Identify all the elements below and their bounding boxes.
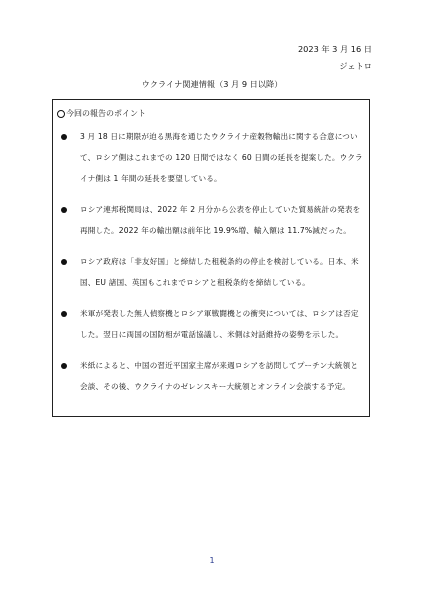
summary-box <box>52 99 370 417</box>
bullet-item <box>59 126 363 189</box>
bullet-dot-icon <box>61 259 67 265</box>
bullet-item <box>59 303 363 345</box>
bullet-text: 3 月 18 日に期限が迫る黒海を通じたウクライナ産穀物輸出に関する合意について、ロシア側はこれまでの 120 日間ではなく 60 日間の延長を提案した。ウクライナ側は 1 年間の延長を要望している。 <box>80 132 363 183</box>
bullet-item <box>59 355 363 397</box>
bullet-dot-icon <box>61 207 67 213</box>
circle-icon <box>57 110 65 118</box>
organization-name: ジェトロ <box>339 61 372 71</box>
report-date: 2023 年 3 月 16 日 <box>297 44 372 54</box>
bullet-item <box>59 199 363 241</box>
bullet-text: 米紙によると、中国の習近平国家主席が来週ロシアを訪問してプーチン大統領と会談、その後、ウクライナのゼレンスキー大統領とオンライン会談する予定。 <box>80 361 359 391</box>
bullet-text: 米軍が発表した無人偵察機とロシア軍戦闘機との衝突については、ロシアは否定した。翌日に両国の国防相が電話協議し、米側は対話維持の姿勢を示した。 <box>80 309 359 339</box>
bullet-text: ロシア連邦税関局は、2022 年 2 月分から公表を停止していた貿易統計の発表を再開した。2022 年の輸出額は前年比 19.9%増、輸入額は 11.7%減だった。 <box>80 205 361 235</box>
summary-heading-label: 今回の報告のポイント <box>66 109 146 118</box>
bullet-list <box>59 126 363 407</box>
page-number: 1 <box>209 556 215 565</box>
bullet-item <box>59 251 363 293</box>
bullet-text: ロシア政府は「非友好国」と締結した租税条約の停止を検討している。日本、米国、EU 諸国、英国もこれまでロシアと租税条約を締結している。 <box>80 257 359 287</box>
bullet-dot-icon <box>61 363 67 369</box>
summary-heading <box>57 108 146 119</box>
bullet-dot-icon <box>61 311 67 317</box>
document-title: ウクライナ関連情報（3 月 9 日以降） <box>141 79 283 89</box>
bullet-dot-icon <box>61 134 67 140</box>
